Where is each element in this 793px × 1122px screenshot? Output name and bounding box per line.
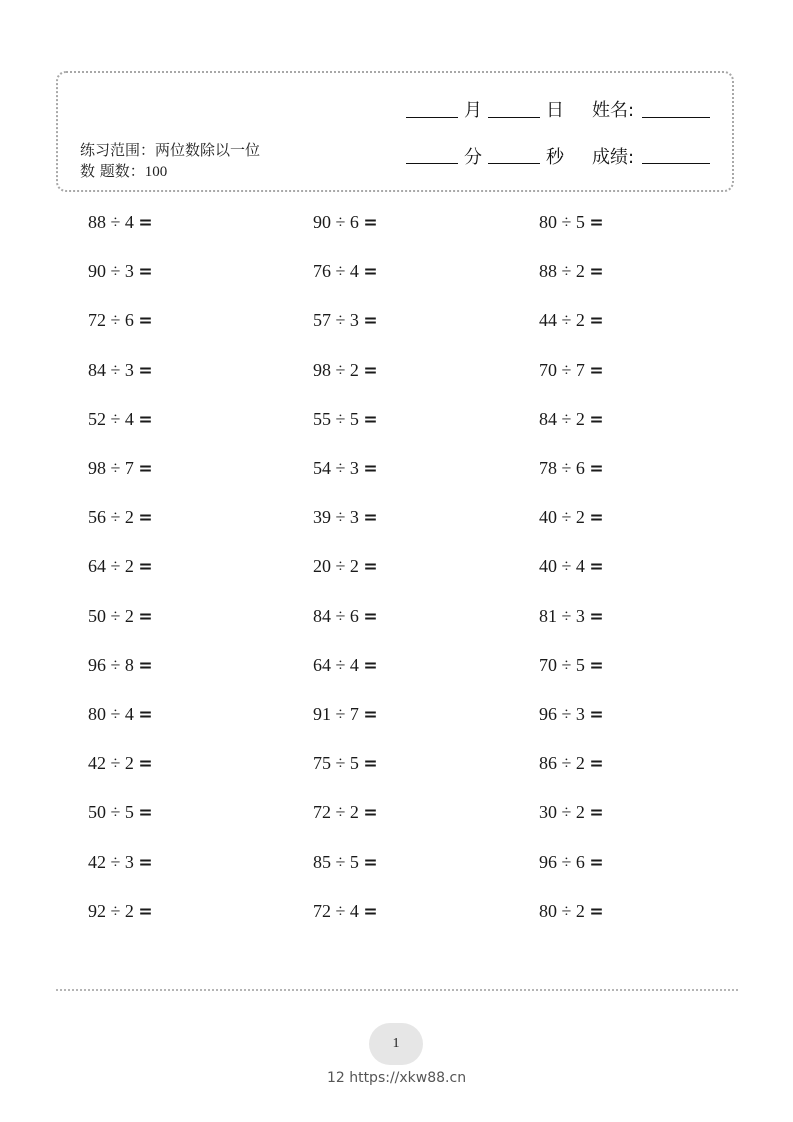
equals-sign: =	[589, 852, 604, 873]
problem-expression: 96 ÷ 6	[539, 851, 585, 872]
problem-expression: 98 ÷ 7	[88, 458, 134, 478]
equals-sign: =	[363, 409, 378, 430]
problem-expression: 70 ÷ 5	[539, 654, 585, 675]
name-blank[interactable]	[642, 117, 710, 118]
equals-sign: =	[138, 803, 153, 824]
problem-expression: 56 ÷ 2	[88, 507, 134, 528]
problem-row	[88, 306, 738, 334]
equals-sign: =	[138, 262, 153, 283]
problem-expression: 44 ÷ 2	[539, 310, 585, 331]
problem-row	[88, 848, 738, 876]
equals-sign: =	[138, 508, 153, 529]
division-problem	[313, 257, 378, 286]
problem-row	[88, 897, 738, 925]
equals-sign: =	[589, 508, 604, 529]
score-blank[interactable]	[642, 163, 710, 164]
division-problem	[313, 454, 378, 483]
division-problem	[539, 257, 604, 286]
equals-sign: =	[589, 459, 604, 479]
minute-blank[interactable]	[406, 163, 458, 164]
division-problem	[539, 552, 604, 581]
problem-expression: 80 ÷ 2	[539, 900, 585, 921]
equals-sign: =	[363, 705, 378, 725]
division-problem	[313, 848, 378, 877]
division-problem	[313, 749, 378, 778]
equals-sign: =	[589, 262, 604, 283]
division-problem	[88, 749, 153, 778]
problem-expression: 40 ÷ 4	[539, 556, 585, 577]
division-problem	[313, 552, 378, 581]
problem-row	[88, 651, 738, 679]
division-problem	[539, 405, 604, 434]
problem-expression: 84 ÷ 3	[88, 359, 134, 380]
problem-row	[88, 749, 738, 777]
equals-sign: =	[138, 213, 153, 233]
problem-expression: 50 ÷ 2	[88, 605, 134, 626]
division-problem	[88, 700, 153, 729]
equals-sign: =	[589, 901, 604, 922]
problem-expression: 90 ÷ 6	[313, 212, 359, 232]
problem-expression: 50 ÷ 5	[88, 802, 134, 823]
equals-sign: =	[138, 901, 153, 922]
problem-expression: 96 ÷ 8	[88, 654, 134, 675]
second-blank[interactable]	[488, 163, 540, 164]
page-number: 1	[369, 1023, 423, 1065]
division-problem	[539, 700, 604, 729]
problem-expression: 84 ÷ 6	[313, 605, 359, 626]
division-problem	[539, 602, 604, 631]
problem-expression: 88 ÷ 4	[88, 212, 134, 232]
problem-expression: 92 ÷ 2	[88, 900, 134, 921]
second-label: 秒	[546, 147, 564, 168]
division-problem	[88, 602, 153, 631]
problem-expression: 64 ÷ 2	[88, 556, 134, 577]
equals-sign: =	[363, 360, 378, 381]
equals-sign: =	[589, 311, 604, 332]
division-problem	[539, 306, 604, 335]
problem-expression: 86 ÷ 2	[539, 753, 585, 774]
problem-row	[88, 700, 738, 728]
problem-expression: 54 ÷ 3	[313, 458, 359, 478]
question-count-value: 100	[144, 164, 168, 180]
equals-sign: =	[138, 409, 153, 430]
equals-sign: =	[589, 213, 604, 233]
division-problem	[313, 356, 378, 385]
problem-expression: 80 ÷ 4	[88, 704, 134, 724]
division-problem	[313, 306, 378, 335]
problem-expression: 98 ÷ 2	[313, 359, 359, 380]
equals-sign: =	[138, 311, 153, 332]
division-problem	[539, 356, 604, 385]
equals-sign: =	[589, 606, 604, 627]
division-problem	[88, 798, 153, 827]
equals-sign: =	[363, 606, 378, 627]
problem-row	[88, 454, 738, 482]
equals-sign: =	[138, 557, 153, 578]
problem-row	[88, 257, 738, 285]
problem-row	[88, 405, 738, 433]
division-problem	[313, 798, 378, 827]
name-label: 姓名:	[592, 100, 635, 121]
bottom-divider	[56, 989, 738, 991]
problem-expression: 39 ÷ 3	[313, 507, 359, 528]
division-problem	[313, 651, 378, 680]
division-problem	[539, 749, 604, 778]
problem-row	[88, 552, 738, 580]
division-problem	[539, 454, 604, 483]
problem-expression: 42 ÷ 2	[88, 753, 134, 774]
equals-sign: =	[589, 705, 604, 725]
problem-expression: 72 ÷ 6	[88, 310, 134, 331]
equals-sign: =	[138, 705, 153, 725]
equals-sign: =	[363, 213, 378, 233]
problem-expression: 84 ÷ 2	[539, 408, 585, 429]
equals-sign: =	[363, 655, 378, 676]
division-problem	[539, 798, 604, 827]
practice-range: 练习范围：两位数除以一位	[80, 141, 261, 159]
problem-expression: 72 ÷ 4	[313, 900, 359, 921]
division-problem	[88, 356, 153, 385]
division-problem	[313, 897, 378, 926]
score-label: 成绩:	[592, 147, 635, 168]
worksheet-header	[56, 71, 734, 192]
division-problem	[88, 306, 153, 335]
equals-sign: =	[363, 803, 378, 824]
division-problem	[313, 700, 378, 729]
problem-row	[88, 503, 738, 531]
equals-sign: =	[138, 852, 153, 873]
problem-expression: 76 ÷ 4	[313, 261, 359, 282]
equals-sign: =	[363, 901, 378, 922]
division-problem	[88, 651, 153, 680]
problem-expression: 20 ÷ 2	[313, 556, 359, 577]
division-problem	[88, 503, 153, 532]
division-problem	[539, 503, 604, 532]
problem-expression: 55 ÷ 5	[313, 408, 359, 429]
equals-sign: =	[138, 606, 153, 627]
division-problem	[539, 651, 604, 680]
day-label: 日	[546, 100, 564, 121]
info-fields	[58, 73, 736, 194]
division-problem	[313, 208, 378, 237]
equals-sign: =	[138, 655, 153, 676]
equals-sign: =	[363, 852, 378, 873]
problem-expression: 96 ÷ 3	[539, 704, 585, 724]
division-problem	[539, 897, 604, 926]
minute-label: 分	[464, 147, 482, 168]
problem-expression: 72 ÷ 2	[313, 802, 359, 823]
equals-sign: =	[363, 311, 378, 332]
problem-expression: 42 ÷ 3	[88, 851, 134, 872]
division-problem	[88, 208, 153, 237]
problem-expression: 64 ÷ 4	[313, 654, 359, 675]
problem-expression: 91 ÷ 7	[313, 704, 359, 724]
equals-sign: =	[138, 459, 153, 479]
problem-expression: 57 ÷ 3	[313, 310, 359, 331]
division-problem	[313, 405, 378, 434]
equals-sign: =	[589, 754, 604, 775]
problem-expression: 52 ÷ 4	[88, 408, 134, 429]
equals-sign: =	[363, 508, 378, 529]
problem-expression: 70 ÷ 7	[539, 359, 585, 380]
equals-sign: =	[363, 557, 378, 578]
question-count-label: 数 题数：	[80, 162, 145, 180]
division-problem	[313, 503, 378, 532]
equals-sign: =	[589, 803, 604, 824]
problem-expression: 90 ÷ 3	[88, 261, 134, 282]
division-problem	[88, 257, 153, 286]
problem-expression: 40 ÷ 2	[539, 507, 585, 528]
footer-url: 12 https://xkw88.cn	[326, 1070, 467, 1086]
equals-sign: =	[589, 360, 604, 381]
problem-row	[88, 356, 738, 384]
problem-expression: 85 ÷ 5	[313, 851, 359, 872]
division-problem	[88, 897, 153, 926]
division-problem	[88, 848, 153, 877]
equals-sign: =	[363, 754, 378, 775]
problem-row	[88, 208, 738, 236]
problem-row	[88, 602, 738, 630]
problem-expression: 80 ÷ 5	[539, 212, 585, 232]
division-problem	[88, 405, 153, 434]
equals-sign: =	[363, 459, 378, 479]
problem-expression: 30 ÷ 2	[539, 802, 585, 823]
problem-row	[88, 798, 738, 826]
problem-expression: 88 ÷ 2	[539, 261, 585, 282]
division-problem	[539, 208, 604, 237]
equals-sign: =	[138, 360, 153, 381]
month-blank[interactable]	[406, 117, 458, 118]
equals-sign: =	[363, 262, 378, 283]
division-problem	[539, 848, 604, 877]
equals-sign: =	[589, 409, 604, 430]
day-blank[interactable]	[488, 117, 540, 118]
month-label: 月	[464, 100, 482, 121]
equals-sign: =	[589, 655, 604, 676]
problem-expression: 78 ÷ 6	[539, 458, 585, 478]
equals-sign: =	[138, 754, 153, 775]
problem-expression: 75 ÷ 5	[313, 753, 359, 774]
division-problem	[88, 454, 153, 483]
equals-sign: =	[589, 557, 604, 578]
problem-expression: 81 ÷ 3	[539, 605, 585, 626]
division-problem	[313, 602, 378, 631]
division-problem	[88, 552, 153, 581]
